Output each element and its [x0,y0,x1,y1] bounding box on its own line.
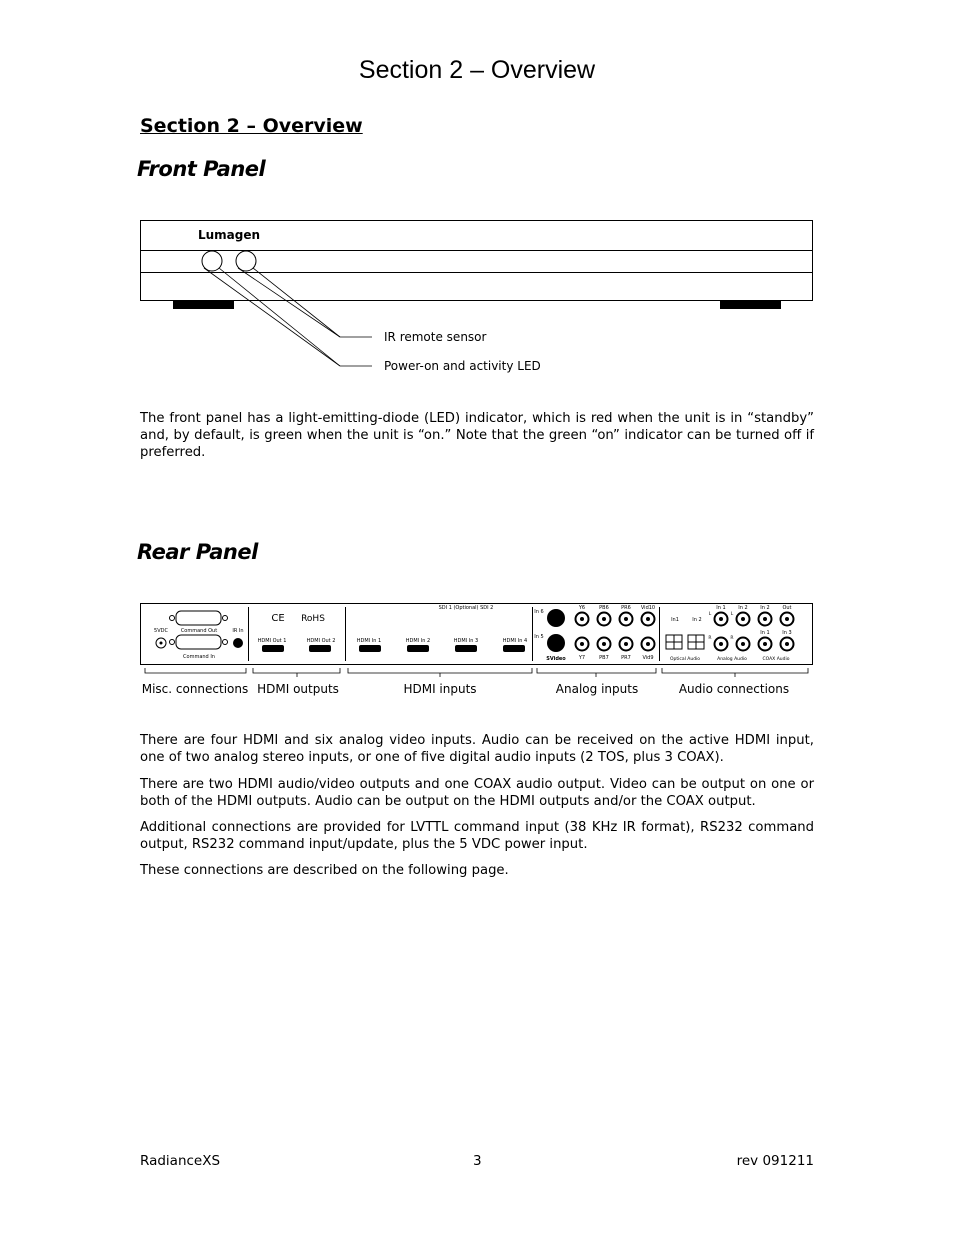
rear-paragraph-4: These connections are described on the following page. [140,863,509,878]
sdi-label: SDI 1 (Optional) SDI 2 [438,605,494,611]
hdmi-out-1-port [262,645,284,652]
coax-in3-label: In 3 [782,630,792,636]
callout-ir-sensor: IR remote sensor [384,330,487,344]
in5-label: In 5 [534,634,544,640]
rohs-mark: RoHS [301,614,325,624]
analog-in1-label: In 1 [716,605,726,611]
page-header: Section 2 – Overview [358,56,596,84]
vid9-label: Vid9 [642,655,654,661]
hdmi-in-3-port [455,645,477,652]
ir-in-label: IR In [232,628,244,634]
optical-in2-port [688,635,704,649]
group-hdmi-outputs: HDMI outputs [257,682,339,696]
hdmi-in-4-label: HDMI In 4 [502,638,528,644]
group-brackets [145,668,808,677]
coax-in1-label: In 1 [760,630,770,636]
in6-label: In 6 [534,609,544,615]
command-out-port [170,611,228,625]
analog-audio-label: Analog Audio [717,657,747,662]
rear-paragraph-2: There are two HDMI audio/video outputs and one COAX audio output. Video can be output on one or both of the HDMI outputs. Audio can be output on the HDMI outputs and/or the COAX output. [140,777,814,809]
footer-product: RadianceXS [140,1153,221,1169]
optical-audio-label: Optical Audio [669,657,701,662]
svideo-in6-jack [547,609,565,627]
front-foot-left [173,300,234,309]
footer-page-number: 3 [473,1153,482,1169]
y6-label: Y6 [578,605,586,611]
front-panel-description: The front panel has a light-emitting-diode (LED) indicator, which is red when the unit is in “standby” and, by default, is green when the unit is “on.” Note that the green “on” indicator can be turned off if preferred. [140,411,814,460]
ce-mark: CE [271,613,285,624]
analog-in2-label: In 2 [738,605,748,611]
svideo-in5-jack [547,634,565,652]
hdmi-out-2-port [309,645,331,652]
coax-audio-label: COAX Audio [762,657,790,662]
group-hdmi-inputs: HDMI inputs [403,682,477,696]
footer-revision: rev 091211 [736,1153,814,1169]
pr7-label: PR7 [621,655,631,661]
rear-panel-diagram [0,595,954,705]
hdmi-out-1-label: HDMI Out 1 [257,638,287,644]
command-out-label: Command Out [180,628,218,634]
hdmi-in-4-port [503,645,525,652]
rear-panel-heading: Rear Panel [137,540,258,564]
hdmi-in-2-port [407,645,429,652]
svideo-label: SVideo [546,656,566,662]
y7-label: Y7 [578,655,586,661]
vdc-label: 5VDC [154,628,168,634]
callout-led: Power-on and activity LED [384,359,541,373]
ir-in-jack [233,638,243,648]
pb7-label: PB7 [599,655,609,661]
hdmi-out-2-label: HDMI Out 2 [306,638,336,644]
optical-in1-port [666,635,682,649]
analog-l2-label: L [730,612,734,617]
analog-l-label: L [708,612,712,617]
hdmi-in-1-port [359,645,381,652]
front-panel-heading: Front Panel [137,157,266,181]
front-foot-right [720,300,781,309]
group-misc-connections: Misc. connections [141,682,249,696]
section-heading: Section 2 – Overview [140,115,363,137]
vid10-label: Vid10 [640,605,656,611]
pr6-label: PR6 [621,605,631,611]
group-audio-connections: Audio connections [678,682,790,696]
hdmi-in-2-label: HDMI In 2 [405,638,431,644]
command-in-port [170,635,228,649]
rear-paragraph-3: Additional connections are provided for LVTTL command input (38 KHz IR format), RS232 command output, RS232 command input/update, plus the 5 VDC power input. [140,820,814,852]
optical-in1-label: In1 [671,617,679,623]
hdmi-in-3-label: HDMI In 3 [453,638,479,644]
rear-paragraph-1: There are four HDMI and six analog video inputs. Audio can be received on the active HDMI input, one of two analog stereo inputs, or one of five digital audio inputs (2 TOS, plus 3 COAX). [140,733,814,765]
coax-in2-label: In 2 [760,605,770,611]
command-in-label: Command In [183,654,215,660]
pb6-label: PB6 [599,605,609,611]
front-panel-diagram [0,0,954,400]
coax-out-label: Out [782,605,792,611]
analog-r2-label: R [730,636,734,641]
optical-in2-label: In 2 [692,617,702,623]
hdmi-in-1-label: HDMI In 1 [356,638,382,644]
analog-r-label: R [708,636,712,641]
group-analog-inputs: Analog inputs [555,682,639,696]
lumagen-logo: Lumagen [197,228,261,242]
